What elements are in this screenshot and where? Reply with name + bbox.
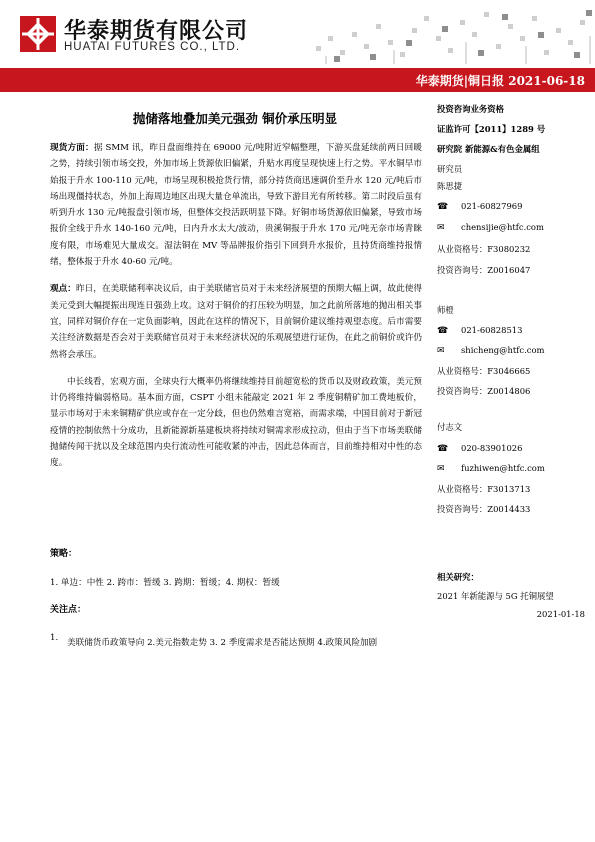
envelope-icon: ✉ xyxy=(437,346,445,356)
company-name-en: HUATAI FUTURES CO., LTD. xyxy=(64,41,241,53)
analyst-email[interactable]: ✉ fuzhiwen@htfc.com xyxy=(437,463,545,474)
spot-text: 据 SMM 讯，昨日盘面维持在 69000 元/吨附近窄幅整理，下游买盘延续前两日回暖之势，持续引领市场交投，外加市场上货源依旧偏紧，升贴水再度呈现快速上行之势。平水铜早市始报于升水 100-110 元/吨，市场呈现积极抢货行情，部分持货商迅速调价至升水 120 元/吨后市场出现僵持状态，外加上海周边地区出现大量仓单流出，导致下游目光有所转移。第二时段后虽有听到升水 130 元/吨报盘引领市场，但整体交投活跃明显下降。好铜市场货源依旧偏紧，导致市场报价全线于升水 140-160 元/吨，日内升水太大/波动，贵溪铜报于升水 170 元/吨无奈市场青睐度有限，市场难见大量成交。湿法铜在 MV 等品牌报价指引下回到升水报价，且持货商维持报情绪，整体报于升水 40-60 元/吨。 xyxy=(50,143,422,268)
role-label: 研究员 xyxy=(437,164,463,174)
analyst-phone: ☎ 021-60827969 xyxy=(437,201,523,212)
spot-paragraph xyxy=(50,140,422,270)
strategy-heading: 策略： xyxy=(50,549,78,559)
strategy-text: 1. 单边：中性 2. 跨市：暂缓 3. 跨期：暂缓；4. 期权：暂缓 xyxy=(50,578,280,588)
spot-label: 现货方面： xyxy=(50,143,94,153)
analyst-phone: ☎ 020-83901026 xyxy=(437,443,523,454)
analyst-cert: 从业资格号：F3080232 xyxy=(437,244,531,254)
analyst-email[interactable]: ✉ chensijie@htfc.com xyxy=(437,222,544,233)
view-text: 昨日，在美联储利率决议后，由于美联储官员对于未来经济展望的预期大幅上调，故此使得美元受到大幅提振出现连日强劲上攻。这对于铜价的打压较为明显，加之此前所落地的抛出相关事宜，同样对铜价存在一定负面影响，因此在这样的情况下，目前铜价建议维持观望态度。后市需要关注经济数据是否会对于美联储官员对于未来经济状况的乐观展望进行证伪，在此之前铜价或许仍然将会承压。 xyxy=(50,284,422,360)
analyst-name: 付志文 xyxy=(437,422,463,432)
decorative-grid-pattern xyxy=(306,6,595,68)
license-number: 证监许可【2011】1289 号 xyxy=(437,124,546,134)
phone-icon: ☎ xyxy=(437,202,449,212)
analyst-email[interactable]: ✉ shicheng@htfc.com xyxy=(437,345,545,356)
envelope-icon: ✉ xyxy=(437,464,445,474)
department: 研究院 新能源&有色金属组 xyxy=(437,144,540,154)
view-paragraph xyxy=(50,281,422,362)
analyst-advisory: 投资咨询号：Z0014806 xyxy=(437,386,531,396)
report-tag: 华泰期货|铜日报 2021-06-18 xyxy=(415,74,585,88)
analyst-advisory: 投资咨询号：Z0014433 xyxy=(437,504,531,514)
analyst-cert: 从业资格号：F3013713 xyxy=(437,484,531,494)
analyst-cert: 从业资格号：F3046665 xyxy=(437,366,531,376)
focus-number: 1. xyxy=(50,633,59,643)
report-header-bar xyxy=(0,68,595,92)
focus-heading: 关注点： xyxy=(50,605,87,615)
report-body xyxy=(50,140,422,483)
qualification-title: 投资咨询业务资格 xyxy=(437,104,504,114)
analyst-name: 陈思捷 xyxy=(437,181,463,191)
view-label: 观点： xyxy=(50,284,76,295)
envelope-icon: ✉ xyxy=(437,223,445,233)
related-research-title: 相关研究： xyxy=(437,572,479,582)
related-research-item[interactable]: 2021 年新能源与 5G 托铜展望 xyxy=(437,591,554,601)
focus-text: 美联储货币政策导向 2.美元指数走势 3. 2 季度需求是否能达预期 4.政策风险加剧 xyxy=(67,638,378,648)
analyst-advisory: 投资咨询号：Z0016047 xyxy=(437,265,531,275)
related-research-date: 2021-01-18 xyxy=(536,609,585,619)
midlong-paragraph: 中长线看，宏观方面，全球央行大概率仍将继续维持目前超宽松的货币以及财政政策，美元预计仍将维持偏弱格局。基本面方面，CSPT 小组未能敲定 2021 年 2 季度铜精矿加工费地板价，显示市场对于未来铜精矿供应或存在一定分歧，但也仍然难言宽裕，而需求端，中国目前对于新冠疫情的控制依然十分成功，且新能源新基建板块将持续对铜需求形成拉动，但由于当下市场美联储抛储传闻干扰以及全球范围内央行流动性可能收紧的冲击，因此总体而言，目前维持相对中性的态度。 xyxy=(50,376,422,469)
phone-icon: ☎ xyxy=(437,444,449,454)
analyst-name: 师橙 xyxy=(437,305,454,315)
analyst-phone: ☎ 021-60828513 xyxy=(437,325,523,336)
company-logo xyxy=(20,16,56,52)
report-title: 抛储落地叠加美元强劲 铜价承压明显 xyxy=(132,111,338,126)
phone-icon: ☎ xyxy=(437,326,449,336)
company-name-cn: 华泰期货有限公司 xyxy=(64,19,249,44)
